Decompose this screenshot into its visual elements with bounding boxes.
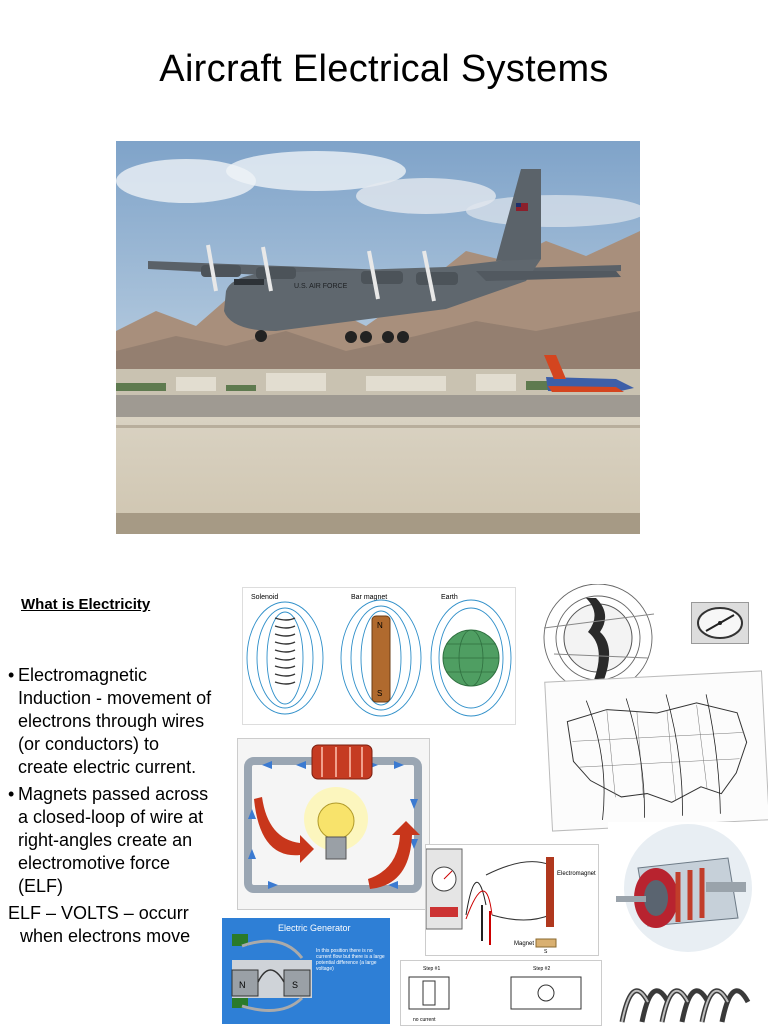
section-heading: What is Electricity [21,596,151,613]
generator-figure [222,918,390,1024]
generator-pole-s: S [292,980,299,990]
label-magnet-s: S [544,949,548,955]
generator-pole-n: N [239,980,246,990]
aircraft-photo-drawing [116,141,640,534]
meter-electromagnet-figure [425,844,599,956]
label-step-1: Step #1 [423,966,441,972]
bullet-induction: • Electromagnetic Induction - movement of electrons through wires (or conductors) to create electric current. [6,664,212,779]
slide-title: Aircraft Electrical Systems [159,48,609,90]
aircraft-photo [116,141,640,534]
motor-cutaway-figure [608,822,768,954]
generator-caption: In this position there is no current flow but there is a large potential difference (a large voltage) [316,948,385,972]
field-lines-figure [242,587,516,725]
label-magnet: Magnet [514,941,535,947]
label-solenoid: Solenoid [251,594,279,601]
aircraft-marking: U.S. AIR FORCE [294,283,348,290]
generator-title: Electric Generator [278,923,351,933]
circuit-bulb-figure [237,738,430,910]
pole-s: S [377,689,383,698]
label-electromagnet: Electromagnet [557,871,596,877]
pole-n: N [377,621,383,630]
coil-figure [612,962,768,1024]
label-bar-magnet: Bar magnet [351,594,388,601]
bullet-list [6,664,212,948]
label-earth: Earth [441,594,458,601]
compass-icon [691,602,749,644]
label-no-current: no current [413,1017,436,1023]
isogonic-map-figure [544,670,768,831]
step-diagrams-figure [400,960,602,1026]
volts-line-2: when electrons move [20,926,191,946]
bullet-magnets: • Magnets passed across a closed-loop of wire at right-angles create an electromotive force (ELF) [6,783,212,898]
label-step-2: Step #2 [533,966,551,972]
volts-line-1: ELF – VOLTS – occurr [8,903,189,923]
bullet-volts [6,902,212,948]
